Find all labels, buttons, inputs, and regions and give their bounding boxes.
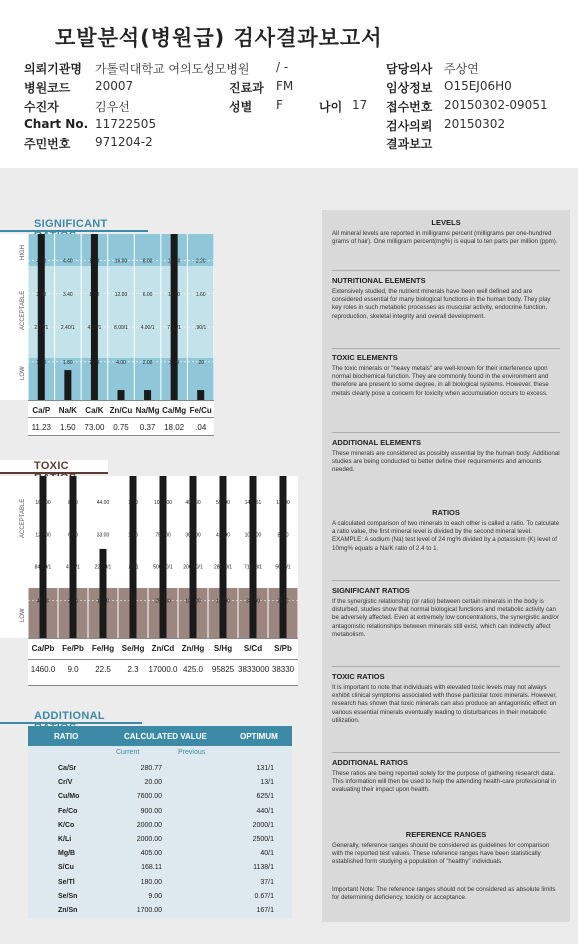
tick-label: 1.60 [128,499,138,506]
field-value-request-date: 20150302 [444,117,506,131]
field-value-patient: 김우선 [95,100,130,114]
tick-label: 2.50/1 [34,324,49,331]
tick-label: 33.00 [96,532,110,539]
ratio-row [28,833,292,848]
zone-label-low-toxic: LOW [20,608,26,622]
category-label: Ca/Pb [31,644,55,653]
ratio-name: Fe/Co [58,807,78,815]
tick-label: 2.40/1 [60,324,75,331]
significant-category-row [28,400,214,418]
tick-label: 8.00 [68,499,78,506]
divider [332,752,560,753]
ratio-row [28,890,292,905]
tick-label: 6.00 [142,291,153,298]
toxic-category-row [28,638,298,660]
category-label: Zn/Hg [181,644,205,653]
significant-value-row [28,418,214,436]
category-label: Na/K [58,406,77,415]
nutritional-heading: NUTRITIONAL ELEMENTS [332,276,426,285]
tick-label: 1.60 [195,291,206,298]
ratios-heading: RATIOS [432,508,460,517]
tick-label: 42.00 [36,598,50,605]
category-label: Se/Hg [121,644,145,653]
field-value-chart-no: 11722505 [95,117,157,131]
ratio-name: Se/Sn [58,892,78,900]
additional-elements-heading: ADDITIONAL ELEMENTS [332,438,422,447]
additional-ratios-table [28,746,292,918]
divider [332,666,560,667]
category-label: S/Hg [213,644,233,653]
category-label: S/Pb [274,644,292,653]
ratio-value: 18.02 [164,423,185,432]
ratio-current-value: 7600.00 [136,793,162,801]
field-key-clinical-info: 임상정보 [386,81,433,95]
ratio-value: 22.5 [95,665,111,674]
significant-ratios-title: SIGNIFICANT [0,218,148,232]
additional-ratios-header [28,726,292,746]
category-label: Fe/Cu [189,406,212,415]
ratio-current-value: 900.00 [140,807,162,815]
ratio-name: K/Co [58,821,75,829]
tick-label: 11.00 [96,598,110,605]
field-value-dept: FM [276,79,294,93]
ratio-current-value: 1700.00 [136,907,162,914]
tick-label: 6.00 [68,532,78,539]
tick-label: 35900 [246,598,260,605]
ratio-optimum: 0.67/1 [254,892,274,900]
field-key-request-date: 검사의뢰 [386,119,433,133]
tick-label: 2840 [277,598,289,605]
significant-axis-strip [0,234,28,400]
tick-label: .80/1 [127,564,139,571]
tick-label: 1000.00 [153,499,173,506]
divider [332,432,560,433]
divider [332,348,560,349]
ratio-value: 0.37 [139,423,156,432]
field-value-hospital-code: 20007 [95,79,134,93]
toxic-ratios-title: TOXIC [0,460,108,474]
levels-text: All mineral levels are reported in milligrams percent (milligrams per one-hundred grams of hair). One milligram percent(mg%) is equal to ten parts per million (ppm). [332,230,558,246]
bar-fe-hg [100,549,107,638]
ratio-current-value: 280.77 [140,765,162,772]
category-label: Ca/K [85,406,104,415]
ratio-name: Cr/V [58,779,73,787]
ratio-optimum: 440/1 [256,807,274,815]
ratio-optimum: 167/1 [256,907,274,914]
field-key-doctor: 담당의사 [386,62,433,76]
ratio-optimum: 40/1 [260,850,274,858]
ratio-current-value: 2000.00 [136,836,162,843]
ratio-current-value: 405.00 [140,850,162,858]
ratio-value: 11.23 [31,423,51,432]
tick-label: 2.20 [68,598,78,605]
tick-label: 4.20/1 [87,324,102,331]
significant-ratios-text: If the synergistic relationship (or ratio) between certain minerals in the body is disturbed, studies show that normal biological functions and metabolic activity can be adversely affected. Even at extremely low concentrations, the synergistic and/or antagonistic relationships between minerals still exist, which can indirectly affect metabolism. [332,598,559,638]
field-key-sex: 성별 [229,100,253,114]
additional-ratios-title: ADDITIONAL [0,710,142,724]
ratio-value: .04 [195,423,207,432]
toxic-ratios-chart [28,476,298,638]
tick-label: 4.00/1 [140,324,155,331]
toxic-elements-text: The toxic minerals or "heavy metals" are well-known for their interference upon normal biochemical function. They are commonly found in the environment and therefore are present to some degree, in all biological systems. However, these metals clearly pose a concern for toxicity when accumulation occurs to excess. [332,365,549,397]
tick-label: 200.00/1 [183,564,203,571]
ratio-name: Se/Tl [58,878,75,886]
tick-label: 2.20 [195,258,206,265]
tick-label: 4.00 [116,359,126,366]
tick-label: 2.00 [89,359,100,366]
ratio-optimum: 13/1 [260,779,274,787]
ratio-name: S/Cu [58,864,74,872]
additional-ratios-text: These ratios are being reported solely for the purpose of gathering research data. This information will then be used to help the attending health-care professional in evaluating their impact upon health. [332,770,556,794]
ratio-row [28,776,292,791]
tick-label: .40 [129,598,137,605]
header-optimum: OPTIMUM [240,732,278,741]
category-label: Zn/Cd [151,644,175,653]
zone-label-acceptable-toxic: ACCEPTABLE [20,498,26,538]
ratio-value: 2.3 [127,665,139,674]
tick-label: 14200 [216,598,230,605]
zone-label-low: LOW [20,366,26,380]
header-calculated-value: CALCULATED VALUE [124,732,207,741]
tick-label: 71418/1 [243,564,263,571]
tick-label: 8530 [277,532,289,539]
field-value-resident-no: 971204-2 [95,135,153,149]
ratio-row [28,904,292,919]
tick-label: 250.00 [155,598,171,605]
category-label: Fe/Pb [62,644,84,653]
tick-label: 5600/1 [275,564,291,571]
ratio-row [28,847,292,862]
ratio-value: 17000.0 [148,665,178,674]
additional-ratios-heading: ADDITIONAL RATIOS [332,758,408,767]
tick-label: 55000 [216,499,230,506]
ratio-optimum: 1138/1 [253,864,274,872]
category-label: Zn/Cu [109,406,133,415]
field-key-result-report: 결과보고 [386,137,433,151]
levels-heading: LEVELS [431,218,461,227]
explanation-panel [322,210,570,922]
ratio-name: Mg/B [58,850,76,858]
ratio-optimum: 625/1 [256,793,274,801]
report-title: 모발분석(병원급) 검사결과보고서 [55,26,383,50]
ratio-row [28,805,292,820]
reference-ranges-heading: REFERENCE RANGES [405,830,487,839]
toxic-value-row [28,660,298,686]
bar-na-k [64,370,71,400]
tick-label: 108000 [244,532,262,539]
bar-fe-cu [197,390,204,400]
tick-label: 1.80 [62,359,73,366]
tick-label: 300.00 [185,532,201,539]
ratio-value: 3833000 [238,665,270,674]
tick-label: 1.20 [128,532,138,539]
tick-label: 22.00/1 [94,564,112,571]
ratio-name: Zn/Sn [58,907,78,914]
tick-label: .20 [197,359,205,366]
tick-label: 8.00 [89,291,100,298]
tick-label: 500.00/1 [153,564,173,571]
subheader-current: Current [116,749,140,756]
field-value-sex: F [276,98,283,112]
ratio-row [28,819,292,834]
additional-elements-text: These minerals are considered as possibly essential by the human body. Additional studies are being conducted to better define their requirements and amounts needed. [332,450,560,474]
reference-ranges-text: Generally, reference ranges should be considered as guidelines for comparison with the reported test values. These reference ranges have been statistically established form studying a population of "healthy" individuals. [332,842,550,866]
tick-label: 11300 [276,499,290,506]
field-value-doctor: 주상연 [444,62,479,76]
field-key-dept: 진료과 [229,81,264,95]
field-key-resident-no: 주민번호 [24,137,71,151]
tick-label: 3.00 [169,359,180,366]
category-label: S/Cd [243,644,263,653]
tick-label: 100.00 [185,598,201,605]
nutritional-text: Extensively studied, the nutrient minerals have been well defined and are considered essential for many biological functions in the human body. They play key roles in such metabolic processes as muscular activity, endocrine function, reproduction, skeletal integrity and overall development. [332,288,551,320]
bar-zn-cu [118,390,125,400]
ratio-optimum: 2000/1 [252,821,274,829]
category-label: Fe/Hg [91,644,115,653]
toxic-ratios-heading: TOXIC RATIOS [332,672,385,681]
ratio-current-value: 9.00 [148,892,162,900]
ratio-current-value: 168.11 [141,864,162,872]
tick-label: 750.00 [155,532,171,539]
field-value-age: 17 [352,98,368,112]
category-label: Ca/P [32,406,51,415]
tick-label: 3.40 [62,291,73,298]
field-key-receipt-no: 접수번호 [386,100,433,114]
ratio-value: 9.0 [67,665,79,674]
divider [332,270,560,271]
tick-label: 400.00 [185,499,201,506]
tick-label: 4.40/1 [66,564,80,571]
field-key-chart-no: Chart No. [24,117,89,131]
significant-ratios-heading: SIGNIFICANT RATIOS [332,586,410,595]
category-label: Ca/Mg [162,406,187,415]
ratio-value: 1.50 [60,423,76,432]
tick-label: 4.40 [62,258,73,265]
ratios-text: A calculated comparison of two minerals to each other is called a ratio. To calculate a ratio value, the first mineral level is divided by the second mineral level. EXAMPLE: A sodium (Na) test level of 24 mg% divided by a potassium (K) level of 10mg% equals a Na/K ratio of 2.4 to 1. [332,520,560,552]
category-label: Na/Mg [135,406,160,415]
significant-ratios-chart [28,234,214,400]
ratio-name: Cu/Mo [58,793,80,801]
ratio-value: 425.0 [182,665,204,674]
field-value-receipt-no: 20150302-09051 [444,98,548,112]
ratio-current-value: 2000.00 [136,821,162,829]
header-ratio: RATIO [54,732,79,741]
tick-label: 3.00 [36,291,47,298]
ratio-name: K/Li [58,836,72,843]
tick-label: 11.00 [168,291,181,298]
zone-label-acceptable: ACCEPTABLE [20,290,26,330]
zone-label-high: HIGH [20,245,26,260]
ratio-value: 0.75 [113,423,129,432]
tick-label: 1.00 [36,359,47,366]
tick-label: 16.00 [114,258,128,265]
zone-band [28,266,214,358]
ratio-row [28,762,292,777]
tick-label: 12.00 [114,291,128,298]
ratio-row [28,876,292,891]
ratio-optimum: 37/1 [260,878,274,886]
ratio-value: 1460.0 [30,665,56,674]
tick-label: 44.00 [96,499,110,506]
field-value-slash: / - [276,60,289,74]
bar-na-mg [144,390,151,400]
ratio-optimum: 131/1 [256,765,274,772]
tick-label: 4.00 [36,258,47,265]
field-key-hospital-code: 병원코드 [24,81,71,95]
tick-label: 8.00 [89,258,100,265]
tick-label: 8.00 [142,258,153,265]
field-key-age: 나이 [319,100,343,114]
tick-label: 16.00 [167,258,181,265]
divider [332,580,560,581]
tick-label: 28400/1 [213,564,233,571]
ratio-value: 95825 [211,665,235,674]
ratio-value: 73.00 [84,423,105,432]
tick-label: 142851 [244,499,262,506]
tick-label: 8.00/1 [114,324,128,331]
tick-label: 126.00 [35,532,51,539]
ratio-optimum: 2500/1 [252,836,274,843]
toxic-ratios-text: It is important to note that individuals with elevated toxic levels may not always exhibit clinical symptoms associated with those particular toxic minerals. However, research has shown that toxic minerals can also produce an antagonistic effect on various essential minerals eventually leading to disturbances in their metabolic utilization. [332,684,557,724]
toxic-elements-heading: TOXIC ELEMENTS [332,353,398,362]
tick-label: 84.00/1 [34,564,52,571]
tick-label: 168.00 [35,499,51,506]
field-key-patient: 수진자 [24,100,59,114]
tick-label: 7.00/1 [167,324,182,331]
field-value-clinical-info: O15EJ06H0 [444,79,512,93]
ratio-current-value: 20.00 [144,779,162,787]
field-key-institution: 의뢰기관명 [24,62,82,76]
important-note-text: Important Note: The reference ranges should not be considered as absolute limits for determining deficiency, toxicity or acceptance. [332,886,556,902]
tick-label: 2.00 [142,359,153,366]
tick-label: 42000 [216,532,230,539]
field-value-institution: 가톨릭대학교 여의도성모병원 [95,62,250,76]
toxic-axis-strip [0,476,28,638]
ratio-row [28,790,292,805]
tick-label: .90/1 [195,324,207,331]
ratio-row [28,861,292,876]
ratio-current-value: 180.00 [140,878,162,886]
ratio-value: 38330 [271,665,295,674]
ratio-name: Ca/Sr [58,765,77,772]
subheader-previous: Previous [178,749,206,756]
